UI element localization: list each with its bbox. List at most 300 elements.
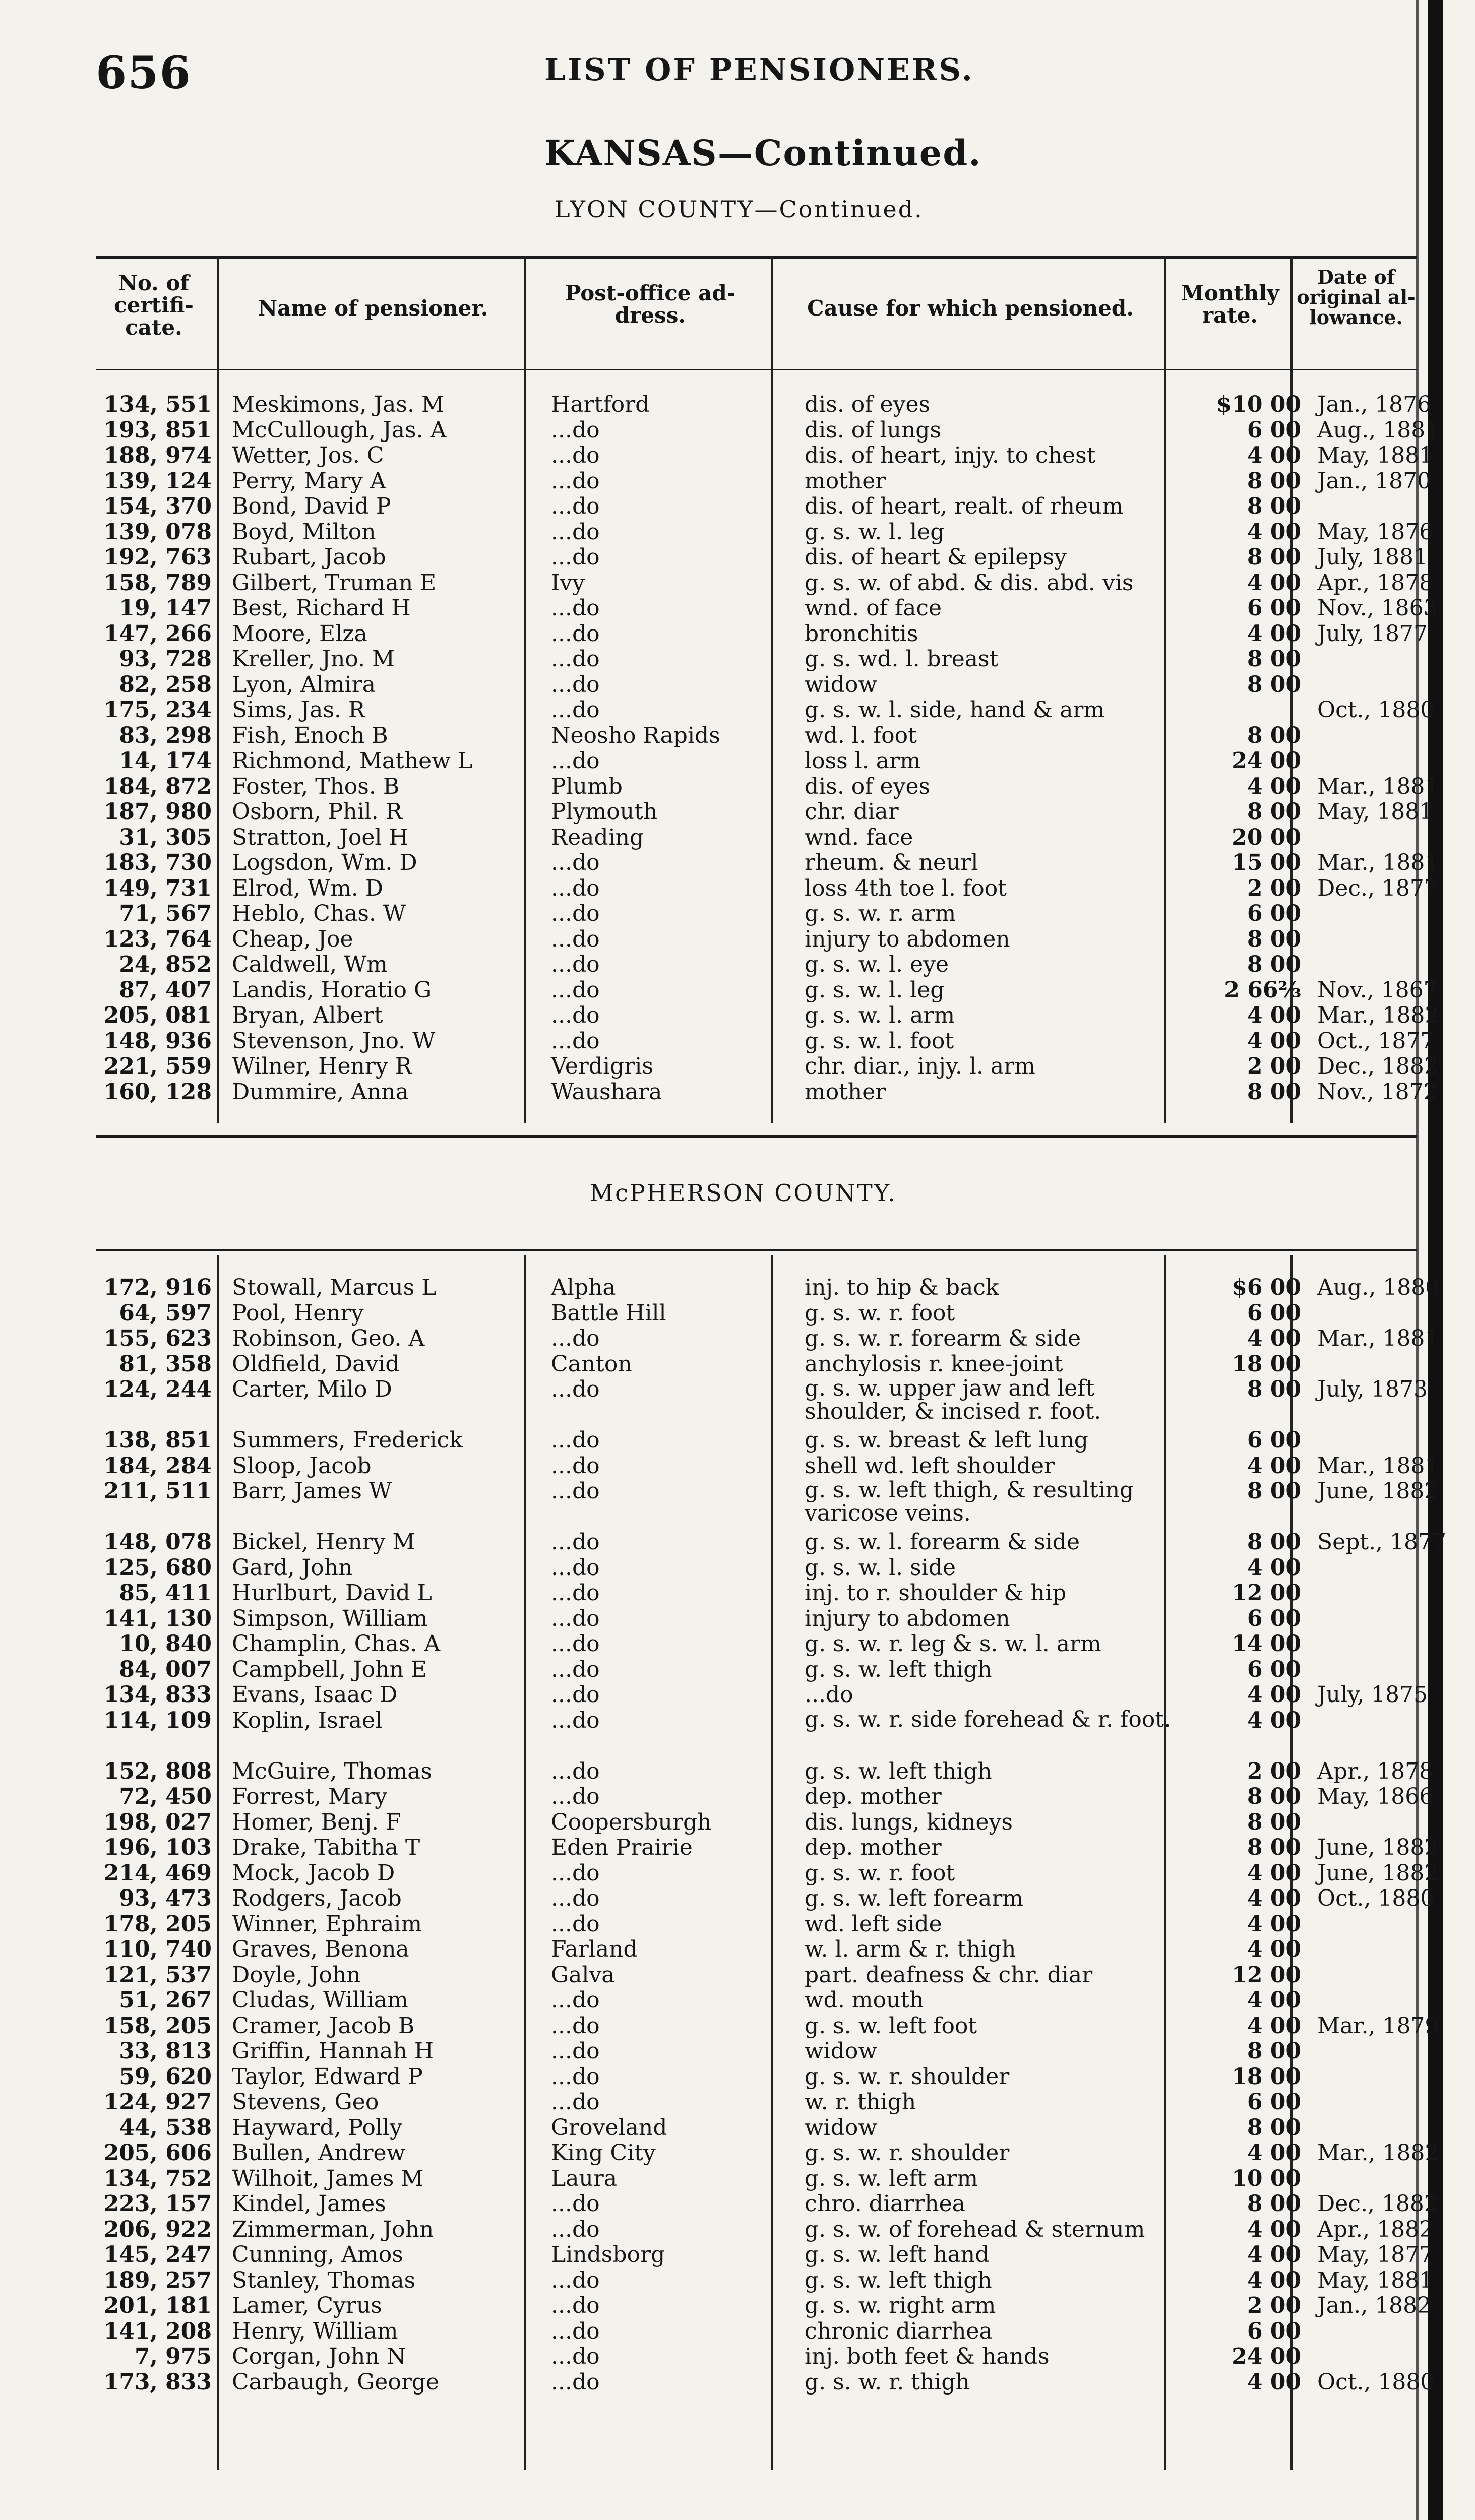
address-cell: Verdigris [551, 1054, 653, 1079]
name-cell: Cheap, Joe [232, 926, 353, 952]
name-cell: Pool, Henry [232, 1300, 364, 1326]
cause-cell: chr. diar [805, 799, 899, 825]
table-row [96, 723, 1441, 749]
certificate-cell: 158, 789 [103, 570, 212, 596]
table-row [96, 494, 1441, 520]
address-cell: ...do [551, 2064, 600, 2090]
name-cell: Cramer, Jacob B [232, 2013, 415, 2039]
table-row [96, 1708, 1446, 1759]
table-row [96, 1301, 1446, 1327]
table-row [96, 1479, 1446, 1530]
certificate-cell: 85, 411 [119, 1581, 212, 1606]
certificate-cell: 221, 559 [103, 1054, 212, 1079]
name-cell: Summers, Frederick [232, 1428, 463, 1453]
certificate-cell: 193, 851 [103, 417, 212, 443]
address-cell: ...do [551, 1784, 600, 1809]
address-cell: ...do [551, 1003, 600, 1028]
rate-cell: 8 00 [1247, 926, 1301, 952]
date-cell: June, 1882 [1317, 1835, 1439, 1860]
table-row [96, 1886, 1446, 1912]
address-cell: ...do [551, 519, 600, 545]
rate-cell: 4 00 [1247, 2267, 1301, 2293]
name-cell: Bond, David P [232, 494, 391, 519]
date-cell [1311, 952, 1441, 978]
rate-cell: 8 00 [1247, 952, 1301, 977]
cause-cell: g. s. w. r. foot [805, 1300, 955, 1326]
cause-cell: g. s. w. r. arm [805, 901, 956, 926]
date-cell [1311, 1428, 1446, 1454]
cause-cell: g. s. w. left thigh [805, 1758, 992, 1784]
date-cell: Jan., 1882 [1317, 2293, 1432, 2318]
cause-cell: injury to abdomen [805, 926, 1010, 952]
cause-cell: widow [805, 2039, 878, 2064]
table-row [96, 1835, 1446, 1861]
cause-cell: g. s. w. l. side [805, 1555, 956, 1581]
name-cell: Cunning, Amos [232, 2242, 403, 2267]
cause-cell: dis. lungs, kidneys [805, 1809, 1013, 1835]
cause-cell: w. l. arm & r. thigh [805, 1937, 1016, 1962]
date-cell [1311, 1301, 1446, 1327]
rate-cell: 8 00 [1247, 2039, 1301, 2064]
date-cell [1311, 1963, 1446, 1988]
date-cell [1311, 1810, 1446, 1836]
date-cell: Apr., 1878 [1317, 570, 1434, 596]
rate-cell: 4 00 [1247, 519, 1301, 545]
cause-cell: widow [805, 672, 878, 698]
pensioner-table-lyon [96, 392, 1441, 1105]
date-cell [1311, 2039, 1446, 2064]
date-cell [1311, 825, 1441, 851]
rate-cell: 4 00 [1247, 1911, 1301, 1937]
rate-cell: 12 00 [1232, 1581, 1301, 1606]
certificate-cell: 72, 450 [119, 1784, 212, 1809]
address-cell: ...do [551, 1606, 600, 1631]
certificate-cell: 7, 975 [134, 2344, 212, 2369]
table-row [96, 392, 1441, 418]
rate-cell: 8 00 [1247, 2191, 1301, 2217]
rate-cell: 6 00 [1247, 596, 1301, 621]
rate-cell: 8 00 [1247, 494, 1301, 519]
certificate-cell: 192, 763 [103, 545, 212, 570]
address-cell: ...do [551, 977, 600, 1003]
address-cell: ...do [551, 1377, 600, 1402]
date-cell: Mar., 1881 [1317, 1326, 1439, 1351]
address-cell: ...do [551, 1428, 600, 1453]
certificate-cell: 83, 298 [119, 723, 212, 748]
address-cell: ...do [551, 621, 600, 647]
cause-cell: wd. left side [805, 1911, 942, 1937]
cause-cell: anchylosis r. knee-joint [805, 1351, 1063, 1377]
address-cell: Groveland [551, 2115, 667, 2140]
rate-cell: 24 00 [1232, 2344, 1301, 2369]
rate-cell: 8 00 [1247, 723, 1301, 748]
cause-cell: g. s. w. l. forearm & side [805, 1530, 1080, 1555]
address-cell: ...do [551, 1326, 600, 1351]
address-cell: ...do [551, 1028, 600, 1054]
certificate-cell: 123, 764 [103, 926, 212, 952]
date-cell [1311, 1631, 1446, 1657]
date-cell: Mar., 1881 [1317, 1453, 1439, 1479]
rate-cell: 4 00 [1247, 570, 1301, 596]
rate-cell: 4 00 [1247, 1886, 1301, 1911]
name-cell: Robinson, Geo. A [232, 1326, 425, 1351]
certificate-cell: 84, 007 [119, 1657, 212, 1682]
name-cell: Winner, Ephraim [232, 1911, 422, 1937]
cause-cell: mother [805, 1079, 886, 1105]
date-cell [1311, 1555, 1446, 1581]
name-cell: Bullen, Andrew [232, 2140, 406, 2166]
date-cell [1311, 2115, 1446, 2141]
column-header-rate: Monthly rate. [1181, 281, 1279, 328]
certificate-cell: 134, 551 [103, 392, 212, 417]
rate-cell: 4 00 [1247, 1028, 1301, 1054]
date-cell: July, 1875 [1317, 1682, 1428, 1708]
date-cell [1311, 2064, 1446, 2090]
rate-cell: 4 00 [1247, 2369, 1301, 2395]
name-cell: Koplin, Israel [232, 1708, 383, 1733]
date-cell: Nov., 1863 [1317, 596, 1438, 621]
cause-cell: g. s. w. left thigh [805, 2267, 992, 2293]
rate-cell: 4 00 [1247, 1860, 1301, 1886]
column-header-date: Date of original al- lowance. [1297, 266, 1416, 329]
date-cell [1311, 647, 1441, 672]
address-cell: ...do [551, 1758, 600, 1784]
cause-cell: wnd. face [805, 825, 913, 850]
rate-cell: 14 00 [1232, 1631, 1301, 1657]
address-cell: King City [551, 2140, 656, 2166]
cause-cell: g. s. w. r. leg & s. w. l. arm [805, 1631, 1101, 1657]
table-row [96, 672, 1441, 698]
date-cell: May, 1881 [1317, 2267, 1434, 2293]
rate-cell: 8 00 [1247, 1479, 1301, 1504]
date-cell: Oct., 1880 [1317, 698, 1435, 723]
rate-cell: 4 00 [1247, 2013, 1301, 2039]
table-row [96, 571, 1441, 596]
date-cell [1311, 1708, 1446, 1759]
name-cell: Carter, Milo D [232, 1377, 392, 1402]
date-cell [1311, 748, 1441, 774]
certificate-cell: 175, 234 [103, 698, 212, 723]
rate-cell: 4 00 [1247, 1682, 1301, 1708]
rate-cell: 12 00 [1232, 1962, 1301, 1988]
county-heading-lyon: LYON COUNTY—Continued. [555, 196, 924, 223]
certificate-cell: 147, 266 [103, 621, 212, 647]
name-cell: Simpson, William [232, 1606, 428, 1631]
rate-cell: 2 00 [1247, 2293, 1301, 2318]
cause-cell: chronic diarrhea [805, 2318, 993, 2344]
certificate-cell: 138, 851 [103, 1428, 212, 1453]
address-cell: ...do [551, 2293, 600, 2318]
certificate-cell: 59, 620 [119, 2064, 212, 2090]
name-cell: Landis, Horatio G [232, 977, 432, 1003]
table-row [96, 2344, 1446, 2370]
address-cell: ...do [551, 1453, 600, 1479]
certificate-cell: 201, 181 [103, 2293, 212, 2318]
certificate-cell: 51, 267 [119, 1988, 212, 2013]
table-row [96, 1003, 1441, 1029]
name-cell: Evans, Isaac D [232, 1682, 398, 1708]
name-cell: Stanley, Thomas [232, 2267, 416, 2293]
name-cell: Osborn, Phil. R [232, 799, 402, 825]
address-cell: Reading [551, 825, 644, 850]
rate-cell: 18 00 [1232, 2064, 1301, 2090]
date-cell: May, 1877 [1317, 2242, 1434, 2267]
certificate-cell: 19, 147 [119, 596, 212, 621]
name-cell: Lamer, Cyrus [232, 2293, 382, 2318]
table-row [96, 876, 1441, 902]
date-cell: July, 1877 [1317, 621, 1428, 647]
certificate-cell: 187, 980 [103, 799, 212, 825]
address-cell: ...do [551, 2217, 600, 2242]
address-cell: ...do [551, 926, 600, 952]
address-cell: Laura [551, 2166, 618, 2191]
address-cell: ...do [551, 1911, 600, 1937]
name-cell: Corgan, John N [232, 2344, 406, 2369]
section-rule [96, 1249, 1417, 1251]
rate-cell: 6 00 [1247, 1657, 1301, 1682]
address-cell: ...do [551, 875, 600, 901]
date-cell [1311, 1352, 1446, 1377]
name-cell: Logsdon, Wm. D [232, 850, 417, 875]
cause-cell: bronchitis [805, 621, 918, 647]
cause-cell: shell wd. left shoulder [805, 1453, 1055, 1479]
table-row [96, 1657, 1446, 1683]
table-row [96, 2217, 1446, 2243]
date-cell: Aug., 1881 [1317, 417, 1440, 443]
date-cell [1311, 494, 1441, 520]
certificate-cell: 205, 606 [103, 2140, 212, 2166]
cause-cell: dis. of lungs [805, 417, 942, 443]
certificate-cell: 145, 247 [103, 2242, 212, 2267]
table-row [96, 748, 1441, 774]
certificate-cell: 10, 840 [119, 1631, 212, 1657]
cause-cell: g. s. w. of abd. & dis. abd. vis [805, 570, 1134, 596]
cause-cell: chr. diar., injy. l. arm [805, 1054, 1035, 1079]
name-cell: Stevens, Geo [232, 2090, 379, 2115]
name-cell: Stratton, Joel H [232, 825, 408, 850]
name-cell: Richmond, Mathew L [232, 748, 473, 774]
rate-cell: 4 00 [1247, 443, 1301, 468]
address-cell: Plumb [551, 774, 623, 799]
certificate-cell: 24, 852 [119, 952, 212, 977]
name-cell: Kreller, Jno. M [232, 647, 395, 672]
table-row [96, 2115, 1446, 2141]
rate-cell: 8 00 [1247, 1835, 1301, 1860]
cause-cell: inj. to hip & back [805, 1275, 999, 1300]
date-cell: Jan., 1870 [1317, 468, 1432, 494]
rate-cell: 8 00 [1247, 1784, 1301, 1809]
certificate-cell: 44, 538 [119, 2115, 212, 2140]
date-cell [1311, 2319, 1446, 2345]
table-row [96, 1631, 1446, 1657]
rate-cell: 8 00 [1247, 1530, 1301, 1555]
name-cell: Drake, Tabitha T [232, 1835, 420, 1860]
table-row [96, 2090, 1446, 2115]
date-cell: June, 1882 [1317, 1479, 1439, 1504]
table-row [96, 1054, 1441, 1080]
name-cell: Wetter, Jos. C [232, 443, 384, 468]
cause-cell: g. s. w. l. arm [805, 1003, 955, 1028]
section-rule [96, 1135, 1417, 1138]
certificate-cell: 82, 258 [119, 672, 212, 698]
cause-cell: g. s. w. r. side forehead & r. foot. [805, 1708, 1171, 1732]
certificate-cell: 139, 078 [103, 519, 212, 545]
address-cell: Plymouth [551, 799, 658, 825]
cause-cell: g. s. w. left foot [805, 2013, 977, 2039]
certificate-cell: 93, 473 [119, 1886, 212, 1911]
cause-cell: g. s. w. l. side, hand & arm [805, 698, 1105, 723]
address-cell: Alpha [551, 1275, 616, 1300]
address-cell: ...do [551, 2318, 600, 2344]
table-row [96, 647, 1441, 672]
certificate-cell: 114, 109 [103, 1708, 212, 1733]
date-cell [1311, 1988, 1446, 2013]
cause-cell: dis. of heart, injy. to chest [805, 443, 1096, 468]
name-cell: McCullough, Jas. A [232, 417, 447, 443]
cause-cell: g. s. w. l. leg [805, 977, 945, 1003]
name-cell: Zimmerman, John [232, 2217, 434, 2242]
date-cell: Dec., 1882 [1317, 2191, 1438, 2217]
address-cell: Eden Prairie [551, 1835, 693, 1860]
table-row [96, 1275, 1446, 1301]
address-cell: Ivy [551, 570, 585, 596]
table-row [96, 418, 1441, 444]
rate-cell: 4 00 [1247, 1988, 1301, 2013]
certificate-cell: 14, 174 [119, 748, 212, 774]
date-cell [1311, 1581, 1446, 1606]
date-cell [1311, 2344, 1446, 2370]
cause-cell: loss l. arm [805, 748, 921, 774]
certificate-cell: 160, 128 [103, 1079, 212, 1105]
name-cell: Meskimons, Jas. M [232, 392, 444, 417]
rate-cell: 4 00 [1247, 1003, 1301, 1028]
rate-cell: 8 00 [1247, 2115, 1301, 2140]
rate-cell: 4 00 [1247, 2242, 1301, 2267]
certificate-cell: 206, 922 [103, 2217, 212, 2242]
address-cell: ...do [551, 2369, 600, 2395]
table-row [96, 2242, 1446, 2268]
table-row [96, 1682, 1446, 1708]
name-cell: Forrest, Mary [232, 1784, 388, 1809]
name-cell: Bickel, Henry M [232, 1530, 415, 1555]
date-cell [1311, 723, 1441, 749]
certificate-cell: 173, 833 [103, 2369, 212, 2395]
table-row [96, 1428, 1446, 1454]
date-cell: Mar., 1882 [1317, 1003, 1439, 1028]
certificate-cell: 121, 537 [103, 1962, 212, 1988]
date-cell: July, 1873 [1317, 1377, 1428, 1402]
cause-cell: g. s. wd. l. breast [805, 647, 999, 672]
cause-cell: injury to abdomen [805, 1606, 1010, 1631]
address-cell: ...do [551, 1555, 600, 1581]
date-cell: July, 1881 [1317, 545, 1428, 570]
name-cell: Taylor, Edward P [232, 2064, 423, 2090]
rate-cell: 8 00 [1247, 1377, 1301, 1402]
address-cell: ...do [551, 672, 600, 698]
table-row [96, 2293, 1446, 2319]
date-cell: Mar., 1879 [1317, 2013, 1439, 2039]
rate-cell: 2 66⅔ [1224, 977, 1301, 1003]
rate-cell: 8 00 [1247, 1079, 1301, 1105]
name-cell: Cludas, William [232, 1988, 408, 2013]
date-cell: May, 1881 [1317, 443, 1434, 468]
rate-cell: 2 00 [1247, 1758, 1301, 1784]
date-cell [1311, 1657, 1446, 1683]
cause-cell: inj. both feet & hands [805, 2344, 1050, 2369]
rate-cell: 4 00 [1247, 1708, 1301, 1733]
table-row [96, 443, 1441, 469]
name-cell: Bryan, Albert [232, 1003, 383, 1028]
certificate-cell: 178, 205 [103, 1911, 212, 1937]
address-cell: Battle Hill [551, 1300, 666, 1326]
address-cell: Lindsborg [551, 2242, 665, 2267]
cause-cell: wd. l. foot [805, 723, 917, 748]
table-row [96, 1784, 1446, 1810]
certificate-cell: 211, 511 [103, 1479, 212, 1504]
cause-cell: dep. mother [805, 1784, 942, 1809]
name-cell: Mock, Jacob D [232, 1860, 395, 1886]
cause-cell: g. s. w. r. forearm & side [805, 1326, 1081, 1351]
address-cell: Neosho Rapids [551, 723, 720, 748]
rate-cell: 4 00 [1247, 774, 1301, 799]
header-top-rule [96, 256, 1417, 259]
address-cell: ...do [551, 1657, 600, 1682]
certificate-cell: 184, 872 [103, 774, 212, 799]
table-row [96, 1810, 1446, 1836]
name-cell: Hayward, Polly [232, 2115, 402, 2140]
certificate-cell: 87, 407 [119, 977, 212, 1003]
date-cell: Oct., 1880 [1317, 2369, 1435, 2395]
rate-cell [1188, 698, 1311, 723]
certificate-cell: 93, 728 [119, 647, 212, 672]
rate-cell: 20 00 [1232, 825, 1301, 850]
name-cell: Lyon, Almira [232, 672, 376, 698]
table-row [96, 1606, 1446, 1632]
certificate-cell: 172, 916 [103, 1275, 212, 1300]
address-cell: ...do [551, 1479, 600, 1504]
table-row [96, 1555, 1446, 1581]
cause-cell: wnd. of face [805, 596, 942, 621]
cause-cell: g. s. w. left thigh [805, 1657, 992, 1682]
cause-cell: g. s. w. left thigh, & resulting varicose veins. [805, 1479, 1134, 1526]
name-cell: Carbaugh, George [232, 2369, 440, 2395]
table-row [96, 1080, 1441, 1105]
rate-cell: 8 00 [1247, 672, 1301, 698]
certificate-cell: 139, 124 [103, 468, 212, 494]
name-cell: Hurlburt, David L [232, 1581, 432, 1606]
rate-cell: 6 00 [1247, 901, 1301, 926]
cause-cell: g. s. w. r. shoulder [805, 2140, 1010, 2166]
cause-cell: g. s. w. breast & left lung [805, 1428, 1088, 1453]
table-row [96, 927, 1441, 953]
rate-cell: 8 00 [1247, 1809, 1301, 1835]
certificate-cell: 134, 752 [103, 2166, 212, 2191]
name-cell: Homer, Benj. F [232, 1809, 401, 1835]
county-heading-mcpherson: McPHERSON COUNTY. [590, 1179, 897, 1207]
rate-cell: 4 00 [1247, 1453, 1301, 1479]
address-cell: ...do [551, 1886, 600, 1911]
certificate-cell: 188, 974 [103, 443, 212, 468]
certificate-cell: 110, 740 [103, 1937, 212, 1962]
table-row [96, 545, 1441, 571]
certificate-cell: 124, 244 [103, 1377, 212, 1402]
certificate-cell: 223, 157 [103, 2191, 212, 2217]
name-cell: Rubart, Jacob [232, 545, 386, 570]
address-cell: ...do [551, 443, 600, 468]
rate-cell: $10 00 [1216, 392, 1301, 417]
table-row [96, 825, 1441, 851]
cause-cell: g. s. w. r. foot [805, 1860, 955, 1886]
